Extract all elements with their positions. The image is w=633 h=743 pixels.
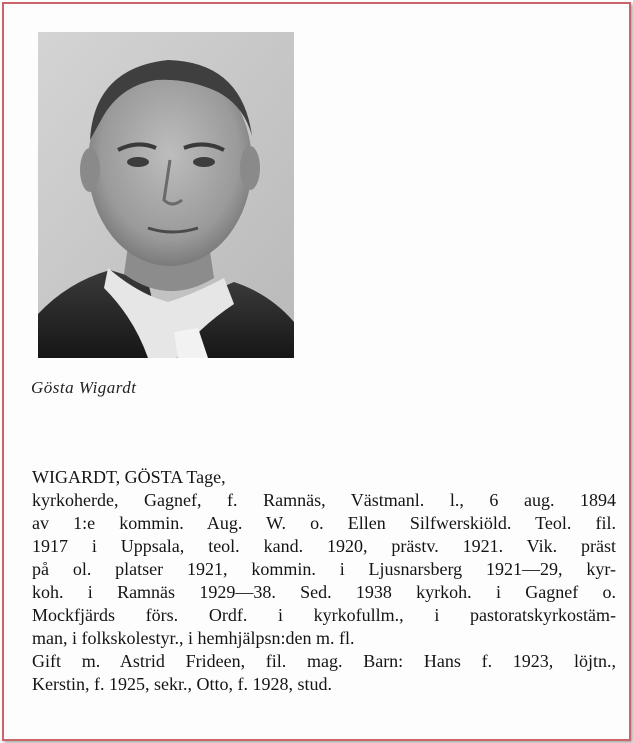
biography-line: Mockfjärds förs. Ordf. i kyrkofullm., i pastoratskyrkostäm- [32,605,616,625]
biography-heading: WIGARDT, GÖSTA Tage, [32,467,226,487]
biography-line: kyrkoherde, Gagnef, f. Ramnäs, Västmanl. l., 6 aug. 1894 [32,490,616,510]
photo-caption: Gösta Wigardt [31,378,137,397]
biography-line: 1917 i Uppsala, teol. kand. 1920, prästv. 1921. Vik. präst [32,536,616,556]
biography-line: koh. i Ramnäs 1929—38. Sed. 1938 kyrkoh. i Gagnef o. [32,582,616,602]
page-frame [2,2,631,741]
biography-text [32,466,616,696]
biography-line: på ol. platser 1921, kommin. i Ljusnarsberg 1921—29, kyr- [32,559,616,579]
biography-line: Kerstin, f. 1925, sekr., Otto, f. 1928, stud. [32,674,332,694]
biography-line: man, i folkskolestyr., i hemhjälpsn:den m. fl. [32,628,355,648]
portrait-image [38,32,294,358]
portrait-photo [38,32,294,358]
biography-line: av 1:e kommin. Aug. W. o. Ellen Silfwerskiöld. Teol. fil. [32,513,616,533]
biography-line: Gift m. Astrid Frideen, fil. mag. Barn: Hans f. 1923, löjtn., [32,651,616,671]
